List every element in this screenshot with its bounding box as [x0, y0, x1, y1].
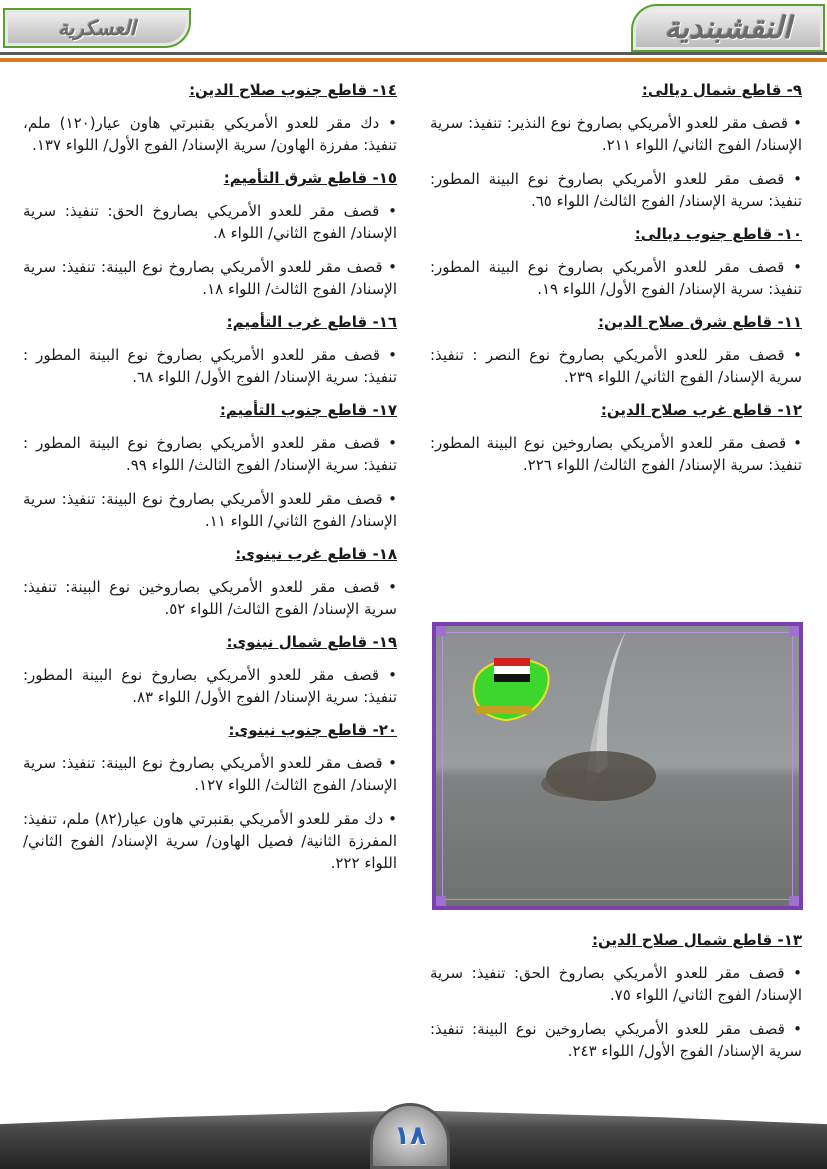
- section-9: [430, 80, 802, 212]
- report-item: • قصف مقر للعدو الأمريكي بصاروخ نوع البينة المطور : تنفيذ: سرية الإسناد/ الفوج الثالث/ اللواء ٩٩.: [23, 432, 397, 476]
- report-item: • قصف مقر للعدو الأمريكي بصاروخين نوع البينة: تنفيذ: سرية الإسناد/ الفوج الثالث/ اللواء ٥٢.: [23, 576, 397, 620]
- report-item: • قصف مقر للعدو الأمريكي بصاروخ نوع البينة: تنفيذ: سرية الإسناد/ الفوج الثاني/ اللواء ١١.: [23, 488, 397, 532]
- report-item: • قصف مقر للعدو الأمريكي بصاروخ نوع البينة: تنفيذ: سرية الإسناد/ الفوج الثالث/ اللواء ١٨.: [23, 256, 397, 300]
- header-accent-rule: [0, 58, 827, 62]
- report-item: • قصف مقر للعدو الأمريكي بصاروخ نوع النذير: تنفيذ: سرية الإسناد/ الفوج الثاني/ اللواء ٢١١.: [430, 112, 802, 156]
- section-heading: ١٢- قاطع غرب صلاح الدين:: [600, 401, 802, 419]
- section-14: [23, 80, 397, 156]
- report-item: • قصف مقر للعدو الأمريكي بصاروخين نوع البينة المطور: تنفيذ: سرية الإسناد/ الفوج الثالث/ اللواء ٢٢٦.: [430, 432, 802, 476]
- section-17: [23, 400, 397, 532]
- section-title-tab: العسكرية: [3, 8, 191, 48]
- section-11: [430, 312, 802, 388]
- section-15: [23, 168, 397, 300]
- launch-scene-graphic: [436, 626, 799, 906]
- section-16: [23, 312, 397, 388]
- section-heading: ١١- قاطع شرق صلاح الدين:: [597, 313, 802, 331]
- report-item: • دك مقر للعدو الأمريكي بقنبرتي هاون عيار(٨٢) ملم، تنفيذ: المفرزة الثانية/ فصيل الهاون/ سرية الإسناد/ الفوج الثاني/ اللواء ٢٢٢.: [23, 808, 397, 874]
- section-heading: ١٧- قاطع جنوب التأميم:: [219, 401, 397, 419]
- right-column: [430, 80, 802, 488]
- report-item: • قصف مقر للعدو الأمريكي بصاروخ نوع البينة المطور : تنفيذ: سرية الإسناد/ الفوج الأول/ اللواء ٦٨.: [23, 344, 397, 388]
- magazine-title-tab: النقشبندية: [631, 4, 825, 52]
- report-item: • قصف مقر للعدو الأمريكي بصاروخ نوع النصر : تنفيذ: سرية الإسناد/ الفوج الثاني/ اللواء ٢٣٩.: [430, 344, 802, 388]
- section-12: [430, 400, 802, 476]
- section-heading: ١٦- قاطع غرب التأميم:: [226, 313, 397, 331]
- report-item: • قصف مقر للعدو الأمريكي بصاروخين نوع البينة: تنفيذ: سرية الإسناد/ الفوج الأول/ اللواء ٢٤٣.: [430, 1018, 802, 1062]
- left-column: [23, 80, 397, 886]
- section-heading: ١٣- قاطع شمال صلاح الدين:: [592, 931, 802, 949]
- report-item: • قصف مقر للعدو الأمريكي بصاروخ الحق: تنفيذ: سرية الإسناد/ الفوج الثاني/ اللواء ٧٥.: [430, 962, 802, 1006]
- section-20: [23, 720, 397, 874]
- report-item: • دك مقر للعدو الأمريكي بقنبرتي هاون عيار(١٢٠) ملم، تنفيذ: مفرزة الهاون/ سرية الإسناد/ الفوج الأول/ اللواء ١٣٧.: [23, 112, 397, 156]
- right-column-bottom: [430, 930, 802, 1074]
- report-item: • قصف مقر للعدو الأمريكي بصاروخ نوع البينة المطور: تنفيذ: سرية الإسناد/ الفوج الأول/ اللواء ٨٣.: [23, 664, 397, 708]
- section-heading: ١٤- قاطع جنوب صلاح الدين:: [189, 81, 397, 99]
- section-heading: ١٥- قاطع شرق التأميم:: [223, 169, 397, 187]
- section-heading: ١٨- قاطع غرب نينوى:: [235, 545, 397, 563]
- section-heading: ٩- قاطع شمال ديالى:: [641, 81, 802, 99]
- section-heading: ١٠- قاطع جنوب ديالى:: [634, 225, 802, 243]
- report-item: • قصف مقر للعدو الأمريكي بصاروخ نوع البينة المطور: تنفيذ: سرية الإسناد/ الفوج الثالث/ اللواء ٦٥.: [430, 168, 802, 212]
- section-18: [23, 544, 397, 620]
- report-item: • قصف مقر للعدو الأمريكي بصاروخ الحق: تنفيذ: سرية الإسناد/ الفوج الثاني/ اللواء ٨.: [23, 200, 397, 244]
- report-item: • قصف مقر للعدو الأمريكي بصاروخ نوع البينة: تنفيذ: سرية الإسناد/ الفوج الثالث/ اللواء ١٢٧.: [23, 752, 397, 796]
- section-19: [23, 632, 397, 708]
- missile-launch-photo: [432, 622, 803, 910]
- page-number: ١٨: [370, 1103, 450, 1169]
- section-heading: ٢٠- قاطع جنوب نينوى:: [228, 721, 397, 739]
- section-heading: ١٩- قاطع شمال نينوى:: [226, 633, 397, 651]
- section-10: [430, 224, 802, 300]
- section-13: [430, 930, 802, 1062]
- report-item: • قصف مقر للعدو الأمريكي بصاروخ نوع البينة المطور: تنفيذ: سرية الإسناد/ الفوج الأول/ اللواء ١٩.: [430, 256, 802, 300]
- header-rule: [0, 52, 827, 55]
